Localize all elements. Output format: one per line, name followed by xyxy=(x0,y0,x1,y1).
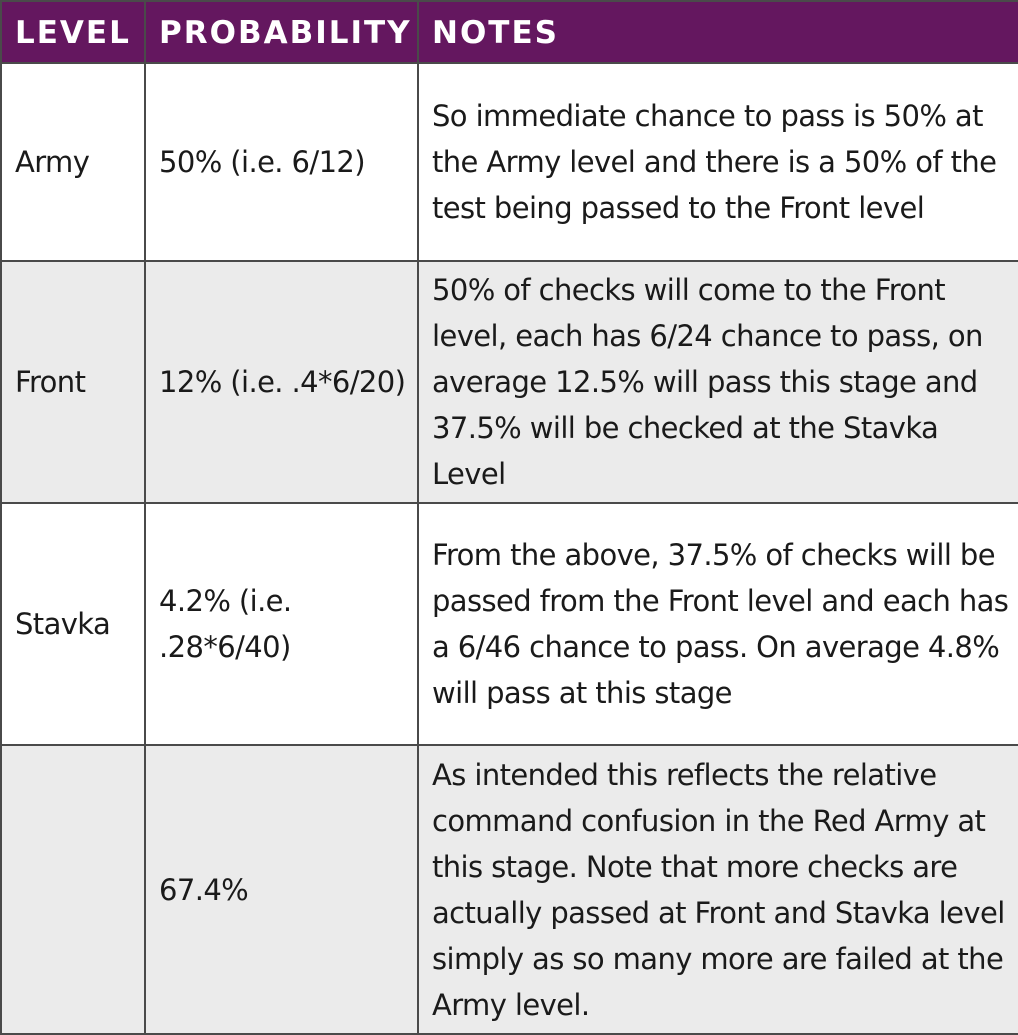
notes-cell: So immediate chance to pass is 50% at the Army level and there is a 50% of the test being passed to the Front level xyxy=(418,63,1018,261)
level-cell: Front xyxy=(1,261,145,503)
level-cell xyxy=(1,745,145,1034)
probability-cell: 4.2% (i.e. .28*6/40) xyxy=(145,503,418,745)
level-cell: Stavka xyxy=(1,503,145,745)
probability-cell: 67.4% xyxy=(145,745,418,1034)
table-row xyxy=(1,745,1018,1034)
column-header-notes: NOTES xyxy=(418,1,1018,63)
level-cell: Army xyxy=(1,63,145,261)
header-row xyxy=(1,1,1018,63)
notes-cell: As intended this reflects the relative command confusion in the Red Army at this stage. Note that more checks are actually passed at Front and Stavka level simply as so many more are failed at the Army level. xyxy=(418,745,1018,1034)
column-header-probability: PROBABILITY xyxy=(145,1,418,63)
table-body xyxy=(1,63,1018,1034)
probability-cell: 12% (i.e. .4*6/20) xyxy=(145,261,418,503)
column-header-level: LEVEL xyxy=(1,1,145,63)
notes-cell: From the above, 37.5% of checks will be passed from the Front level and each has a 6/46 chance to pass. On average 4.8% will pass at this stage xyxy=(418,503,1018,745)
notes-cell: 50% of checks will come to the Front level, each has 6/24 chance to pass, on average 12.5% will pass this stage and 37.5% will be checked at the Stavka Level xyxy=(418,261,1018,503)
probability-cell: 50% (i.e. 6/12) xyxy=(145,63,418,261)
table-row xyxy=(1,63,1018,261)
table-row xyxy=(1,261,1018,503)
table-header xyxy=(1,1,1018,63)
table-row xyxy=(1,503,1018,745)
